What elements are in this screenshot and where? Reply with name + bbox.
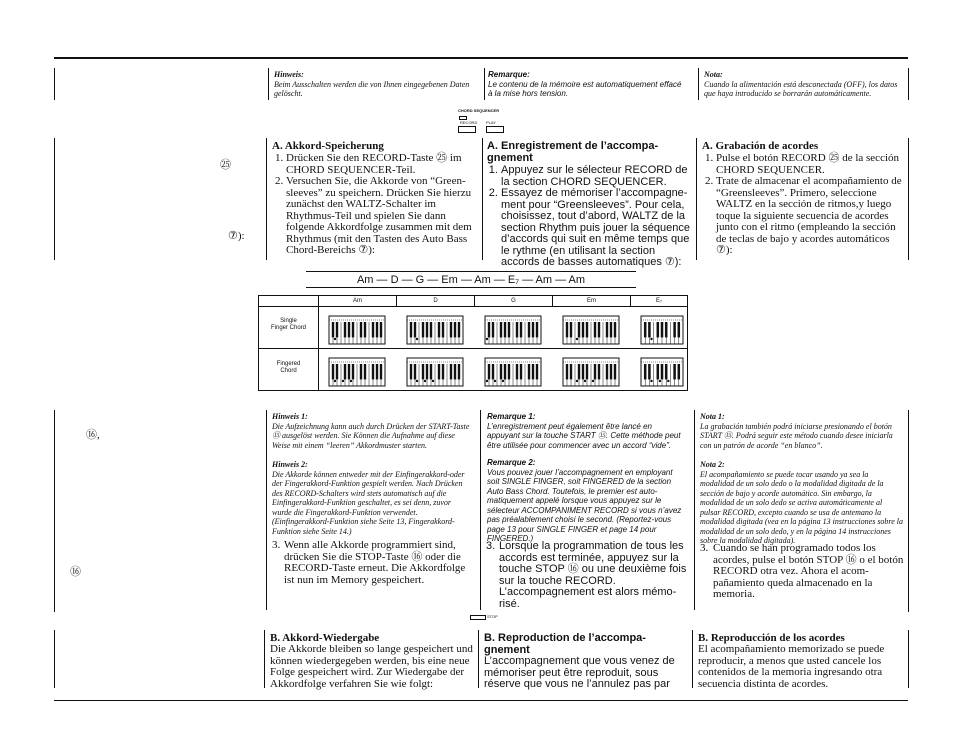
note-text: El acompañamiento se puede tocar usando ya sea la modalidad de un solo dedo o la modalidad digitada de la sección de bajo y acorde automático. Sin embargo, la modalidad de un solo dedo se activa automáticamente al pulsar RECORD, excepto cuando se usa de antemano la modalidad digitada (vea en la página 13 instrucciones sobre la modalidad de un solo dedo, y en la página 14 instrucciones sobre la modalidad digitada). bbox=[700, 469, 904, 545]
col-sep-a-2 bbox=[482, 138, 483, 260]
section-text: L’accompagnement que vous venez de mémoriser peut être reproduit, sous réserve que vous ne l’annulez pas par bbox=[484, 655, 675, 690]
row-label-single: Single Finger Chord bbox=[271, 318, 307, 331]
margin-bar-4 bbox=[54, 630, 55, 688]
margin-mark-record: ㉕ bbox=[220, 159, 231, 171]
right-bar-4 bbox=[908, 630, 909, 688]
keyboard-diagram bbox=[563, 358, 619, 386]
margin-mark-abc: ⑦): bbox=[228, 230, 245, 242]
section-a-es bbox=[702, 140, 904, 257]
step3-fr bbox=[486, 541, 690, 610]
note-label: Hinweis 2: bbox=[272, 460, 308, 469]
step-text: Cuando se han programado todos los acordes, pulse el botón STOP ⑯ o el botón RECORD otra vez. Ahora el acom-pañamiento queda almacenado en la memoria. bbox=[713, 542, 904, 600]
note-label: Nota: bbox=[704, 70, 723, 79]
section-heading: B. Reproducción de los acordes bbox=[698, 632, 845, 644]
col-sep-a-3 bbox=[696, 138, 697, 260]
col-sep-top-2 bbox=[484, 68, 485, 100]
notes-mid-de bbox=[272, 412, 472, 536]
step-item: 1. Drücken Sie den RECORD-Taste ㉕ im CHORD SEQUENCER-Teil. bbox=[286, 153, 477, 176]
panel-diagram bbox=[456, 108, 516, 134]
note-text: Vous pouvez jouer l’accompagnement en employant soit SINGLE FINGER, soit FINGERED de la section Auto Bass Chord. Toutefois, le premier est auto-matiquement appelé lorsque vous appuyez sur le sélecteur ACCOMPANIMENT RECORD si vous n’avez pas préalablement choisi le second. (Reportez-vous page 13 pour SINGLE FINGER et page 14 pour FINGERED.) bbox=[487, 467, 682, 543]
right-bar-1 bbox=[908, 68, 909, 100]
note-label: Hinweis 1: bbox=[272, 412, 308, 421]
keyboard-diagram bbox=[407, 358, 463, 386]
section-a-de bbox=[272, 140, 477, 257]
right-bar-2 bbox=[908, 138, 909, 260]
chart-col-header: G bbox=[475, 296, 553, 306]
section-heading: A. Grabación de acordes bbox=[702, 140, 819, 152]
note-text: Cuando la alimentación está desconectada (OFF), los datos que haya introducido se borrarán automáticamente. bbox=[704, 79, 898, 98]
chart-col-header: Em bbox=[553, 296, 631, 306]
note-text: La grabación también podrá iniciarse presionando el botón START ⑮. Podrá seguir este método cuando desee iniciarla con un patrón de acorde “en blanco”. bbox=[700, 421, 893, 450]
section-heading: B. Akkord-Wiedergabe bbox=[270, 632, 380, 644]
keyboard-diagrams bbox=[259, 296, 687, 390]
note-label: Nota 2: bbox=[700, 460, 725, 469]
step-number: 3. bbox=[700, 542, 709, 554]
note-text: Beim Ausschalten werden die von Ihnen eingegebenen Daten gelöscht. bbox=[274, 79, 470, 98]
col-sep-b-1 bbox=[264, 630, 265, 688]
note-label: Hinweis: bbox=[274, 70, 304, 79]
col-sep-mid-2 bbox=[480, 410, 481, 610]
step-item: 1. Pulse el botón RECORD ㉕ de la sección CHORD SEQUENCER. bbox=[716, 153, 904, 176]
margin-mark-start: ⑯, bbox=[86, 429, 100, 441]
keyboard-diagram bbox=[641, 316, 683, 344]
right-bar-3 bbox=[908, 410, 909, 612]
step-item: 2. Versuchen Sie, die Akkorde von “Green-sleeves” zu speichern. Drücken Sie hierzu zunächst den WALTZ-Schalter im Rhythmus-Teil und spielen Sie dann folgende Akkordfolge zusammen mit dem Rhythmus (mit den Tasten des Auto Bass Chord-Bereichs ⑦): bbox=[286, 176, 477, 257]
record-button-icon bbox=[458, 126, 476, 133]
col-sep-top-1 bbox=[268, 68, 269, 100]
play-button-icon bbox=[486, 126, 504, 133]
margin-bar-3 bbox=[54, 410, 55, 612]
keyboard-diagram bbox=[329, 358, 385, 386]
note-text: Die Aufzeichnung kann auch durch Drücken der START-Taste ⑮ ausgelöst werden. Sie Können die Aufnahme auf diese Weise mit einem “leeren” Akkordmuster starten. bbox=[272, 421, 470, 450]
note-label: Remarque 1: bbox=[487, 412, 536, 421]
note-text: L’enregistrement peut également être lancé en appuyant sur la touche START ⑮. Cette méthode peut être utilisée pour commencer avec un accord “vide”. bbox=[487, 421, 681, 450]
step3-de bbox=[272, 540, 472, 586]
bottom-rule bbox=[54, 700, 908, 701]
chart-col-header: E₇ bbox=[655, 298, 663, 304]
note-text: Die Akkorde können entweder mit der Einfingerakkord-oder der Fingerakkord-Funktion gespielt werden. Nach Drücken des RECORD-Schalters wird stets automatisch auf die Einfingerakkord-Funktion geschaltet, es sei denn, zuvor wurde die Fingerakkord-Funktion verwendet. (Einfingerakkord-Funktion siehe Seite 13, Fingerakkord-Funktion siehe Seite 14.) bbox=[272, 469, 465, 536]
note-top-de bbox=[274, 70, 474, 99]
note-label: Remarque: bbox=[488, 70, 530, 79]
chord-chart-table bbox=[258, 295, 688, 391]
sequence-rule bbox=[306, 271, 636, 272]
section-b-de bbox=[270, 632, 474, 690]
note-label: Nota 1: bbox=[700, 412, 725, 421]
panel-title: CHORD SEQUENCER bbox=[458, 108, 500, 113]
col-sep-top-3 bbox=[698, 68, 699, 100]
step-text: Lorsque la programmation de tous les accords est terminée, appuyez sur la touche STOP ⑯ ou une deuxième fois sur la touche RECORD. L’accompagnement est alors mémo-risé. bbox=[499, 540, 687, 610]
chart-col-header: Am bbox=[319, 296, 397, 306]
margin-bar-1 bbox=[54, 68, 55, 100]
keyboard-diagram bbox=[407, 316, 463, 344]
notes-mid-es bbox=[700, 412, 904, 546]
margin-mark-stop: ⑯ bbox=[70, 566, 81, 578]
step-item: 2. Trate de almacenar el acompañamiento de “Greensleeves”. Primero, seleccione WALTZ en la sección de ritmos,y luego toque la siguiente secuencia de acordes junto con el ritmo (empleando la sección de teclas de bajo y acordes automáticos ⑦): bbox=[716, 176, 904, 257]
stop-label: STOP bbox=[487, 614, 498, 619]
panel-play-label: PLAY bbox=[486, 120, 496, 125]
top-rule bbox=[54, 57, 908, 59]
section-heading: B. Reproduction de l’accompa-gnement bbox=[484, 632, 646, 656]
note-label: Remarque 2: bbox=[487, 458, 536, 467]
keyboard-diagram bbox=[329, 316, 385, 344]
step3-es bbox=[700, 543, 904, 601]
col-sep-b-3 bbox=[692, 630, 693, 688]
section-text: El acompañamiento memorizado se puede reproducir, a menos que usted cancele los contenidos de la memoria ingresando otra secuencia distinta de acordes. bbox=[698, 643, 885, 690]
keyboard-diagram bbox=[563, 316, 619, 344]
section-a-fr bbox=[487, 140, 692, 269]
note-top-fr bbox=[488, 70, 688, 99]
section-heading: A. Enregistrement de l’accompa-gnement bbox=[487, 140, 659, 164]
panel-record-label: RECORD bbox=[460, 120, 478, 125]
note-top-es bbox=[704, 70, 904, 99]
step-number: 3. bbox=[486, 540, 496, 552]
section-b-es bbox=[698, 632, 904, 690]
section-b-fr bbox=[484, 632, 688, 691]
col-sep-mid-1 bbox=[266, 410, 267, 610]
step-number: 3. bbox=[272, 539, 281, 551]
margin-bar-2 bbox=[54, 138, 55, 260]
step-text: Wenn alle Akkorde programmiert sind, drücken Sie die STOP-Taste ⑯ oder die RECORD-Taste erneut. Die Akkordfolge ist nun im Memory gespeichert. bbox=[284, 539, 466, 586]
notes-mid-fr bbox=[487, 412, 687, 544]
keyboard-diagram bbox=[485, 316, 541, 344]
keyboard-diagram bbox=[641, 358, 683, 386]
col-sep-a-1 bbox=[266, 138, 267, 260]
note-text: Le contenu de la mémoire est automatiquement effacé à la mise hors tension. bbox=[488, 79, 682, 98]
step-item: 2. Essayez de mémoriser l’accompagne-ment pour “Greensleeves”. Pour cela, choisissez, tout d’abord, WALTZ de la section Rhythm puis jouer la séquence d’accords qui suit en même temps que le rythme (en utilisant la section accords de basses automatiques ⑦): bbox=[501, 188, 692, 269]
col-sep-mid-3 bbox=[694, 410, 695, 610]
chart-col-header: D bbox=[397, 296, 475, 306]
row-label-fingered: Fingered Chord bbox=[276, 361, 301, 374]
chord-sequence: Am — D — G — Em — Am — E₇ — Am — Am bbox=[356, 274, 586, 286]
col-sep-b-2 bbox=[478, 630, 479, 688]
sequence-rule-bottom bbox=[306, 287, 636, 288]
keyboard-diagram bbox=[485, 358, 541, 386]
section-text: Die Akkorde bleiben so lange gespeichert und können wiedergegeben werden, bis eine neue Folge gespeichert wird. Zur Wiedergabe der Akkordfolge verfahren Sie wie folgt: bbox=[270, 643, 473, 690]
step-item: 1. Appuyez sur le sélecteur RECORD de la section CHORD SEQUENCER. bbox=[501, 165, 692, 188]
stop-button-icon bbox=[470, 615, 486, 620]
section-heading: A. Akkord-Speicherung bbox=[272, 140, 384, 152]
